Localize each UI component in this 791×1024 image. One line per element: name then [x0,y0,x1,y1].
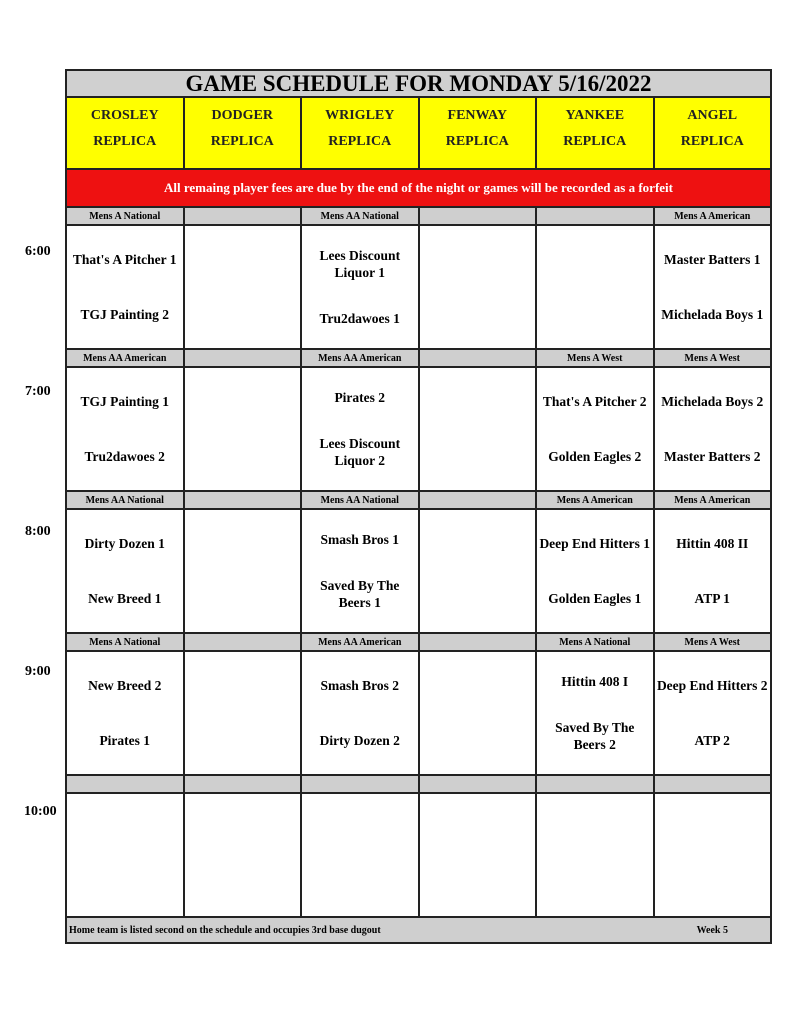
division-label [420,776,538,792]
field-name: YANKEE [565,108,625,123]
field-name: DODGER [211,108,273,123]
game-cell [420,794,538,916]
game-cell [537,794,655,916]
game-cell [537,368,655,490]
team-name: Golden Eagles 1 [548,591,642,606]
game-cell [185,652,303,774]
division-label [420,350,538,366]
team-name: Pirates 1 [99,733,151,748]
team-name: Smash Bros 1 [320,531,400,547]
team-name: ATP 2 [694,733,730,748]
division-label [537,776,655,792]
field-type: REPLICA [210,134,274,149]
team-name: Dirty Dozen 1 [84,536,165,551]
division-label: Mens A National [537,634,655,650]
team-name: Lees Discount Liquor 2 [319,436,401,469]
division-label [420,492,538,508]
team-name: Dirty Dozen 2 [319,733,400,748]
time-label: 8:00 [25,524,51,539]
division-row [67,634,770,652]
game-cell [185,510,303,632]
game-cell [67,226,185,348]
games-row [67,226,770,350]
division-label [185,634,303,650]
game-cell [67,652,185,774]
game-cell [67,510,185,632]
division-label [420,208,538,224]
team-name: That's A Pitcher 1 [72,252,177,267]
division-label [67,776,185,792]
division-row [67,776,770,794]
division-label: Mens A American [674,210,751,222]
game-cell [185,226,303,348]
team-name: New Breed 2 [88,678,162,693]
games-row [67,368,770,492]
team-name: Saved By The Beers 1 [320,578,400,611]
games-row [67,794,770,918]
game-cell [537,652,655,774]
game-cell [302,510,420,632]
team-name: Hittin 408 II [676,536,749,551]
team-name: Master Batters 1 [664,252,761,267]
game-cell [420,510,538,632]
team-name: Hittin 408 I [561,673,629,689]
field-header [420,98,538,168]
game-cell [655,510,771,632]
division-label: Mens AA National [302,208,420,224]
division-label [537,208,655,224]
schedule-sheet [65,69,772,944]
field-type: REPLICA [445,134,509,149]
division-label [302,776,420,792]
division-label: Mens A West [684,352,740,364]
team-name: New Breed 1 [88,591,162,606]
game-cell [655,226,771,348]
page-title: GAME SCHEDULE FOR MONDAY 5/16/2022 [67,71,770,98]
team-name: Saved By The Beers 2 [555,720,635,753]
team-name: TGJ Painting 2 [80,307,169,322]
division-label [655,776,771,792]
division-label [185,492,303,508]
division-label: Mens A National [67,208,185,224]
games-row [67,510,770,634]
team-name: Michelada Boys 2 [661,394,764,409]
team-name: Deep End Hitters 2 [656,678,768,693]
field-name: CROSLEY [90,108,159,123]
game-cell [655,652,771,774]
division-label [185,350,303,366]
game-cell [420,652,538,774]
team-name: Deep End Hitters 1 [539,536,651,551]
game-cell [302,652,420,774]
team-name: Golden Eagles 2 [548,449,642,464]
team-name: Tru2dawoes 2 [84,449,165,464]
game-cell [302,226,420,348]
division-label [420,634,538,650]
division-row [67,492,770,510]
game-cell [655,794,771,916]
division-label [185,208,303,224]
division-label [185,776,303,792]
field-name: WRIGLEY [325,108,395,123]
division-label: Mens AA American [302,350,420,366]
field-header [185,98,303,168]
field-type: REPLICA [93,134,157,149]
game-cell [67,368,185,490]
game-cell [185,368,303,490]
game-cell [185,794,303,916]
team-name: ATP 1 [694,591,730,606]
game-cell [420,368,538,490]
division-label: Mens AA American [67,350,185,366]
division-label: Mens A West [537,350,655,366]
games-row [67,652,770,776]
field-type: REPLICA [680,134,744,149]
division-row [67,350,770,368]
time-label: 6:00 [25,244,51,259]
field-header [655,98,771,168]
time-label: 10:00 [24,804,57,819]
team-name: Michelada Boys 1 [661,307,764,322]
division-row [67,208,770,226]
field-type: REPLICA [563,134,627,149]
week-label: Week 5 [696,924,728,936]
division-label: Mens A American [537,492,655,508]
team-name: Pirates 2 [334,389,386,405]
field-type: REPLICA [328,134,392,149]
field-name: FENWAY [447,108,507,123]
fee-notice: All remaing player fees are due by the end of the night or games will be recorded as a forfeit [67,170,770,208]
footer-note: Home team is listed second on the schedule and occupies 3rd base dugout [69,924,381,936]
team-name: Tru2dawoes 1 [319,311,400,327]
game-cell [302,368,420,490]
time-label: 9:00 [25,664,51,679]
game-cell [420,226,538,348]
division-label: Mens A National [67,634,185,650]
field-header [537,98,655,168]
team-name: Master Batters 2 [664,449,761,464]
division-label: Mens AA American [302,634,420,650]
division-label: Mens AA National [67,492,185,508]
division-label: Mens A American [674,494,751,506]
team-name: That's A Pitcher 2 [542,394,647,409]
game-cell [67,794,185,916]
time-label: 7:00 [25,384,51,399]
division-label: Mens A West [684,636,740,648]
field-header [302,98,420,168]
team-name: Smash Bros 2 [320,678,400,693]
team-name: Lees Discount Liquor 1 [319,247,401,280]
game-cell [302,794,420,916]
division-label: Mens AA National [302,492,420,508]
field-header [67,98,185,168]
game-cell [537,226,655,348]
footer [67,918,770,942]
field-header-row [67,98,770,170]
field-name: ANGEL [687,108,738,123]
team-name: TGJ Painting 1 [80,394,169,409]
game-cell [537,510,655,632]
game-cell [655,368,771,490]
